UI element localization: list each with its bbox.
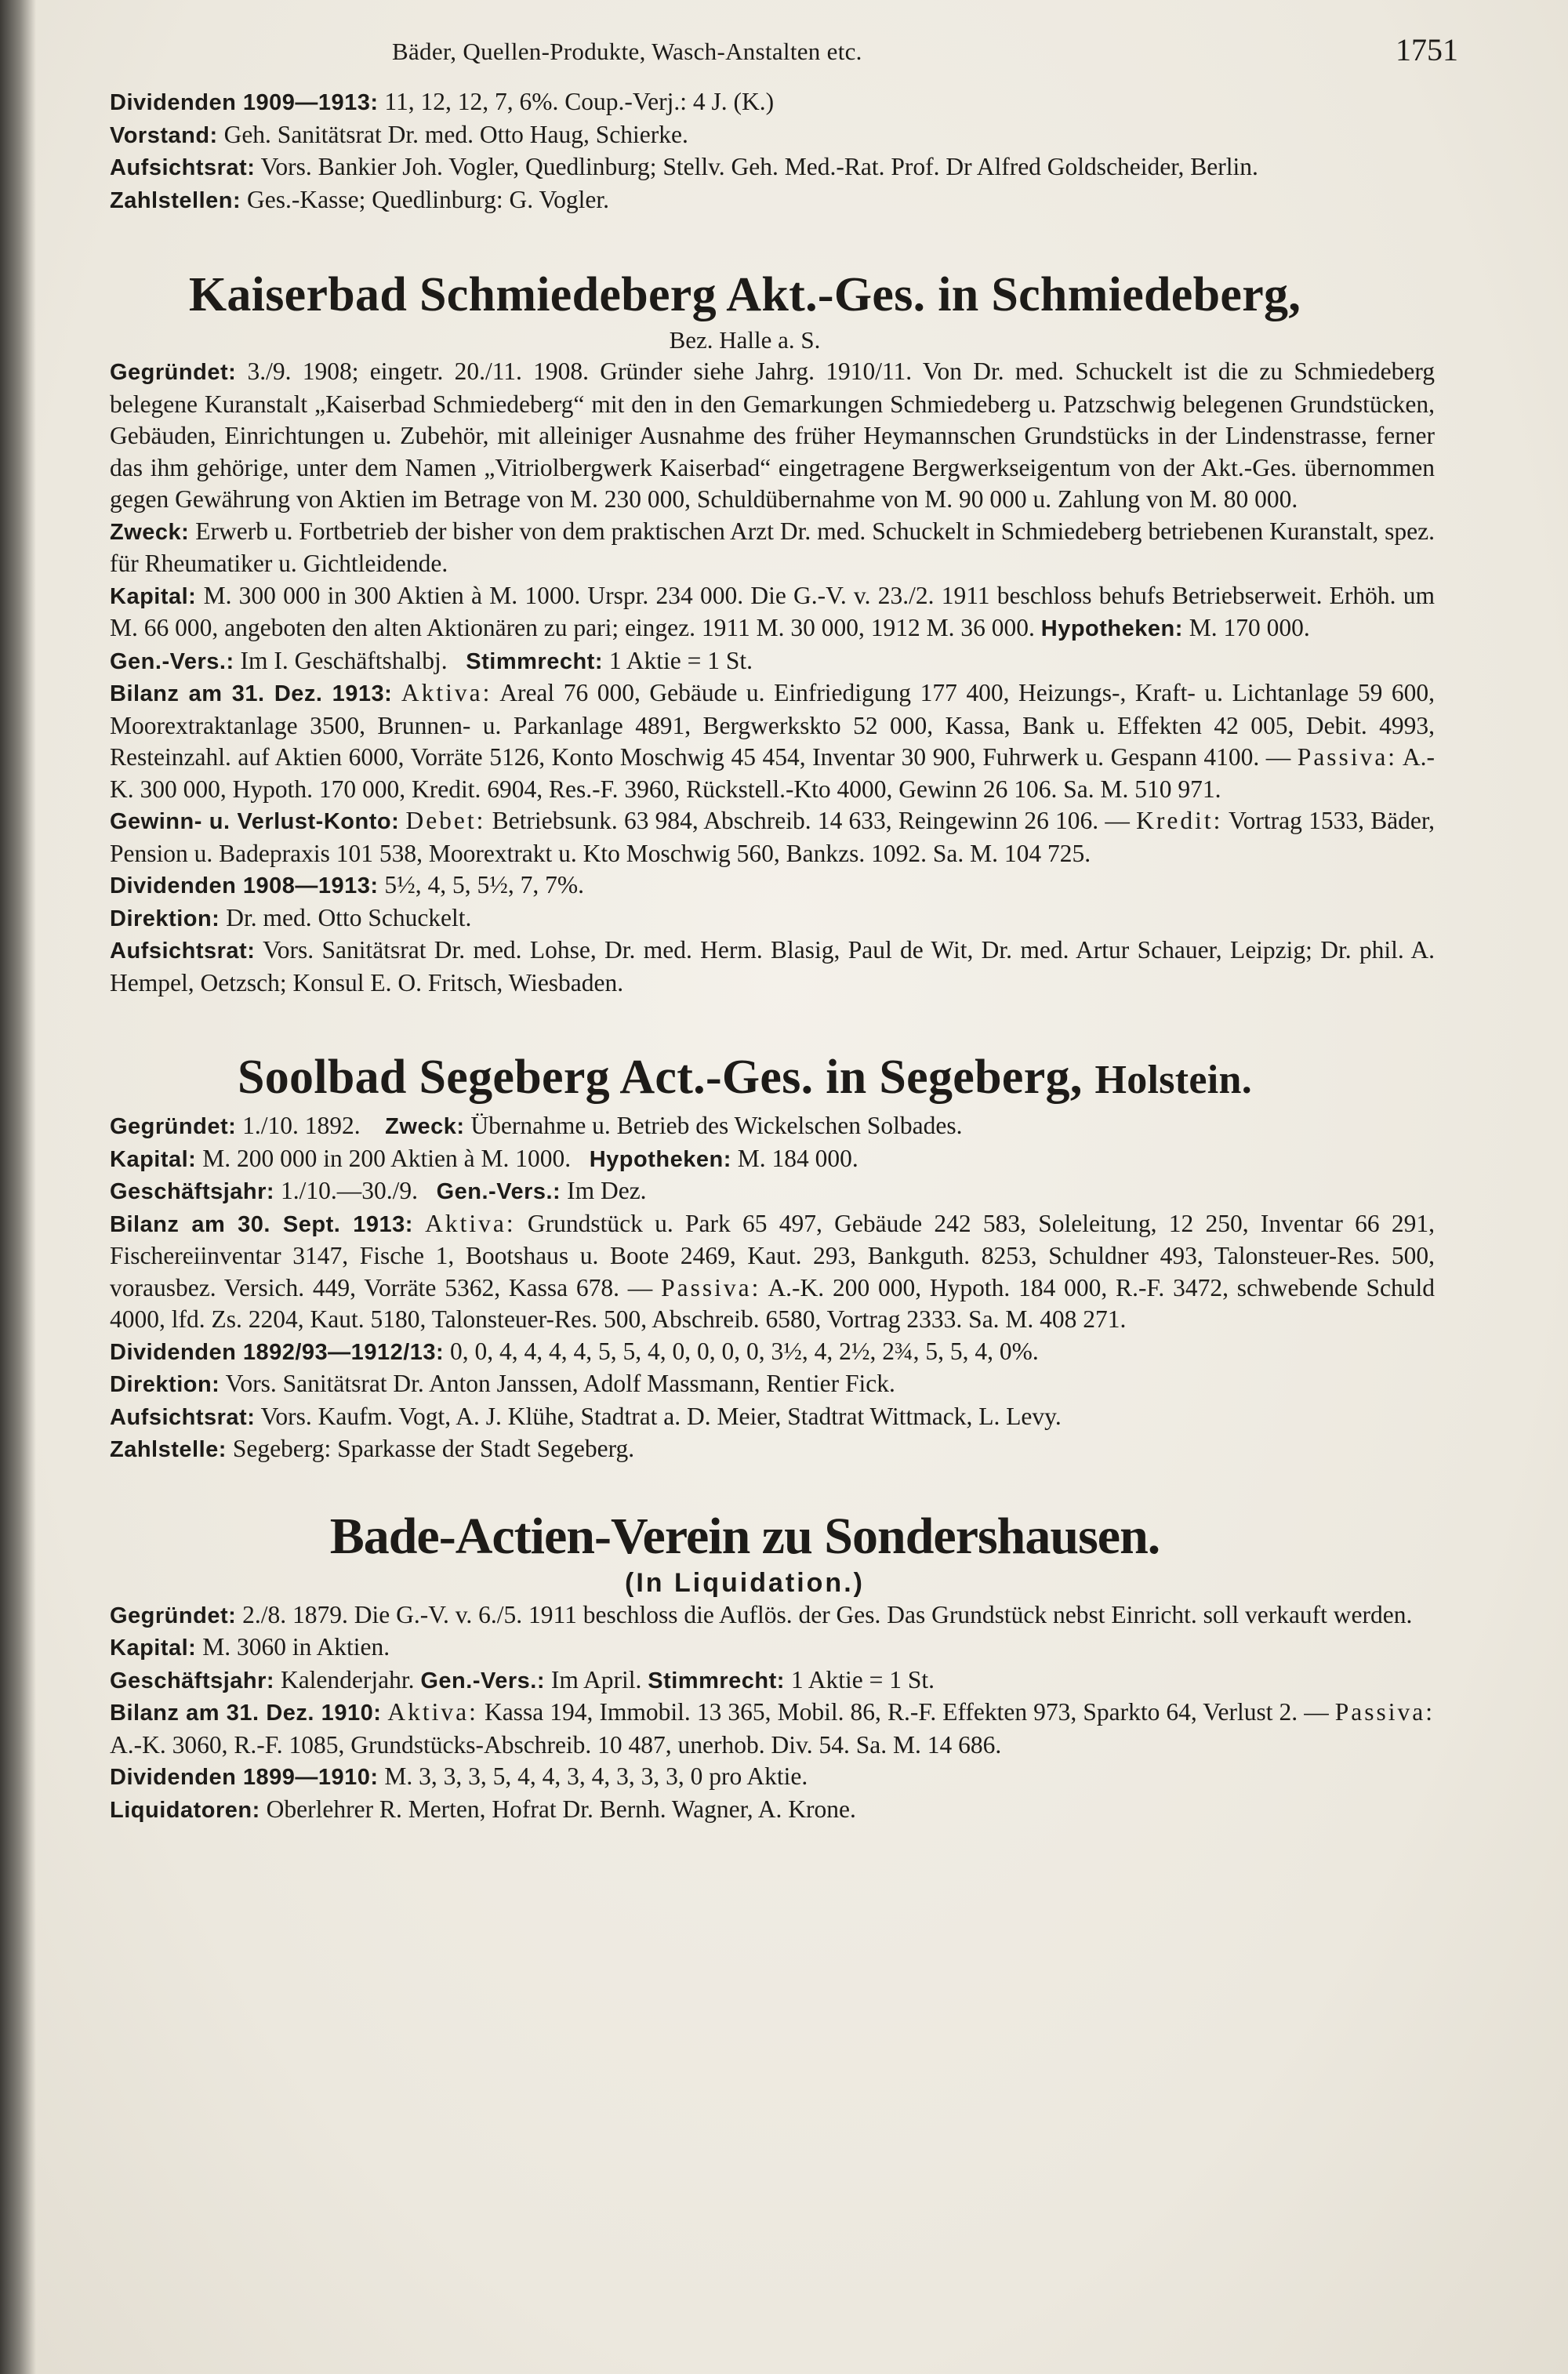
kapital-entry: Kapital: M. 300 000 in 300 Aktien à M. 1000. Urspr. 234 000. Die G.-V. v. 23./2. 1911 beschloss behufs Betriebserweit. Erhöh. um M. 66 000, angeboten den alten Aktionären zu pari; eingez. 1911 M. 30 000, 1912 M. 36 000. Hypotheken: M. 170 000. xyxy=(110,581,1436,641)
soolbad-section xyxy=(55,1047,1435,1466)
guv-entry: Gewinn- u. Verlust-Konto: Debet: Betriebsunk. 63 984, Abschreib. 14 633, Reingewinn 26 106. — Kredit: Vortrag 1533, Bäder, Pension u. Badepraxis 101 538, Moorextrakt u. Kto Moschwig 560, Bankzs. 1092. Sa. M. 104 725. xyxy=(110,807,1436,867)
geschaeftsjahr-entry: Geschäftsjahr: 1./10.—30./9. Gen.-Vers.: Im Dez. xyxy=(110,1177,647,1204)
bade-actien-section xyxy=(55,1507,1435,1827)
running-head-title: Bäder, Quellen-Produkte, Wasch-Anstalten etc. xyxy=(392,38,862,65)
company-title: Kaiserbad Schmiedeberg Akt.-Ges. in Schmiedeberg, xyxy=(188,268,1301,321)
zweck-entry: Zweck: Erwerb u. Fortbetrieb der bisher von dem praktischen Arzt Dr. med. Schuckelt in Schmiedeberg betriebenen Kuranstalt, spez. für Rheumatiker u. Gichtleidende. xyxy=(110,517,1436,577)
zahlstellen-entry: Zahlstellen: Ges.-Kasse; Quedlinburg: G. Vogler. xyxy=(110,185,609,213)
page-content xyxy=(55,31,1458,1826)
bilanz-entry: Bilanz am 30. Sept. 1913: Aktiva: Grundstück u. Park 65 497, Gebäude 242 583, Soleleitung, 12 250, Inventar 66 291, Fischereiinventar 3147, Fische 1, Bootshaus u. Boote 2469, Kaut. 293, Bankguth. 8253, Schuldner 493, Talonsteuer-Res. 500, vorausbez. Versich. 449, Vorräte 5362, Kassa 678. — Passiva: A.-K. 200 000, Hypoth. 184 000, R.-F. 3472, schwebende Schuld 4000, lfd. Zs. 2204, Kaut. 5180, Talonsteuer-Res. 500, Abschreib. 6580, Vortrag 2333. Sa. M. 408 271. xyxy=(110,1209,1435,1333)
gegruendet-entry: Gegründet: 1./10. 1892. Zweck: Übernahme u. Betrieb des Wickelschen Solbades. xyxy=(110,1112,963,1139)
aufsichtsrat-entry: Aufsichtsrat: Vors. Sanitätsrat Dr. med. Lohse, Dr. med. Herm. Blasig, Paul de Wit, Dr. med. Artur Schauer, Leipzig; Dr. phil. A. Hempel, Oetzsch; Konsul E. O. Fritsch, Wiesbaden. xyxy=(110,936,1435,996)
geschaeftsjahr-entry: Geschäftsjahr: Kalenderjahr. Gen.-Vers.: Im April. Stimmrecht: 1 Aktie = 1 St. xyxy=(110,1665,935,1693)
dividenden-entry: Dividenden 1908—1913: 5½, 4, 5, 5½, 7, 7%. xyxy=(110,871,585,898)
vorstand-entry: Vorstand: Geh. Sanitätsrat Dr. med. Otto Haug, Schierke. xyxy=(110,120,688,148)
gegruendet-entry: Gegründet: 2./8. 1879. Die G.-V. v. 6./5. 1911 beschloss die Auflös. der Ges. Das Grundstück nebst Einricht. soll verkauft werden. xyxy=(110,1600,1413,1628)
zahlstelle-entry: Zahlstelle: Segeberg: Sparkasse der Stadt Segeberg. xyxy=(110,1435,635,1462)
gegruendet-entry: Gegründet: 3./9. 1908; eingetr. 20./11. 1908. Gründer siehe Jahrg. 1910/11. Von Dr. med. Schuckelt ist die zu Schmiedeberg belegene Kuranstalt „Kaiserbad Schmiedeberg“ mit den in den Gemarkungen Schmiedeberg u. Patzschwig belegenen Grundstücken, Gebäuden, Einrichtungen u. Zubehör, mit alleiniger Ausnahme des früher Heymannschen Grundstücks in der Lindenstrasse, ferner das ihm gehörige, unter dem Namen „Vitriolbergwerk Kaiserbad“ eingetragene Bergwerkseigentum von der Akt.-Ges. übernommen gegen Gewährung von Aktien im Betrage von M. 230 000, Schuldübernahme von M. 90 000 u. Zahlung von M. 80 000. xyxy=(110,358,1436,513)
kapital-entry: Kapital: M. 200 000 in 200 Aktien à M. 1000. Hypotheken: M. 184 000. xyxy=(110,1144,858,1172)
direktion-entry: Direktion: Dr. med. Otto Schuckelt. xyxy=(110,903,472,931)
kapital-entry: Kapital: M. 3060 in Aktien. xyxy=(110,1633,390,1661)
liquidation-note: (In Liquidation.) xyxy=(625,1567,865,1598)
liquidatoren-entry: Liquidatoren: Oberlehrer R. Merten, Hofrat Dr. Bernh. Wagner, A. Krone. xyxy=(110,1795,856,1823)
previous-company-fragment xyxy=(55,86,1435,216)
bilanz-entry: Bilanz am 31. Dez. 1910: Aktiva: Kassa 194, Immobil. 13 365, Mobil. 86, R.-F. Effekten 973, Sparkto 64, Verlust 2. — Passiva: A.-K. 3060, R.-F. 1085, Grundstücks-Abschreib. 10 487, unerhob. Div. 54. Sa. M. 14 686. xyxy=(110,1698,1436,1759)
dividenden-entry: Dividenden 1899—1910: M. 3, 3, 3, 5, 4, 4, 3, 4, 3, 3, 3, 0 pro Aktie. xyxy=(110,1762,808,1790)
company-subtitle: Bez. Halle a. S. xyxy=(669,326,821,354)
direktion-entry: Direktion: Vors. Sanitätsrat Dr. Anton Janssen, Adolf Massmann, Rentier Fick. xyxy=(110,1370,895,1397)
aufsichtsrat-entry: Aufsichtsrat: Vors. Bankier Joh. Vogler, Quedlinburg; Stellv. Geh. Med.-Rat. Prof. Dr Alfred Goldscheider, Berlin. xyxy=(110,153,1258,180)
aufsichtsrat-entry: Aufsichtsrat: Vors. Kaufm. Vogt, A. J. Klühe, Stadtrat a. D. Meier, Stadtrat Wittmack, L. Levy. xyxy=(110,1402,1062,1430)
book-gutter-shadow xyxy=(0,0,36,2374)
page-number: 1751 xyxy=(1396,32,1458,67)
genvers-entry: Gen.-Vers.: Im I. Geschäftshalbj. Stimmrecht: 1 Aktie = 1 St. xyxy=(110,646,753,674)
dividenden-entry: Dividenden 1909—1913: 11, 12, 12, 7, 6%. Coup.-Verj.: 4 J. (K.) xyxy=(110,88,775,115)
bilanz-entry: Bilanz am 31. Dez. 1913: Aktiva: Areal 76 000, Gebäude u. Einfriedigung 177 400, Heizungs-, Kraft- u. Lichtanlage 59 600, Moorextraktanlage 3500, Brunnen- u. Parkanlage 4891, Bergwerkskto 52 000, Kassa, Bank u. Effekten 42 005, Debit. 4993, Resteinzahl. auf Aktien 6000, Vorräte 5126, Konto Moschwig 45 454, Inventar 30 900, Fuhrwerk u. Gespann 4100. — Passiva: A.-K. 300 000, Hypoth. 170 000, Kredit. 6904, Res.-F. 3960, Rückstell.-Kto 4000, Gewinn 26 106. Sa. M. 510 971. xyxy=(110,679,1435,803)
running-head xyxy=(55,31,1458,86)
company-title: Soolbad Segeberg Act.-Ges. in Segeberg, Holstein. xyxy=(237,1051,1253,1104)
dividenden-entry: Dividenden 1892/93—1912/13: 0, 0, 4, 4, 4, 4, 5, 5, 4, 0, 0, 0, 0, 3½, 4, 2½, 2¾, 5, 5, 4, 0%. xyxy=(110,1337,1039,1365)
kaiserbad-section xyxy=(55,265,1435,999)
company-title: Bade-Actien-Verein zu Sondershausen. xyxy=(329,1507,1160,1565)
